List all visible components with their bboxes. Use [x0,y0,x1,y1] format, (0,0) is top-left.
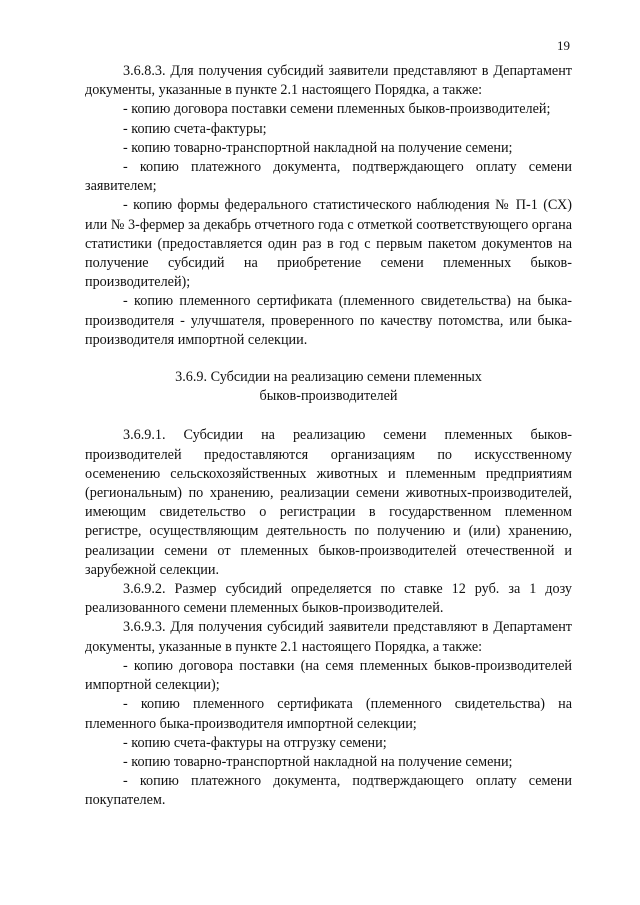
list-item: - копию формы федерального статистического наблюдения № П-1 (СХ) или № 3-фермер за декабрь отчетного года с отметкой соответствующего органа статистики (предоставляется один раз в год с первым пакетом документов на получение субсидий на приобретение семени племенных быков-производителей); [85,197,572,291]
list-item: - копию товарно-транспортной накладной на получение семени; [123,753,513,770]
paragraph: 3.6.9.2. Размер субсидий определяется по ставке 12 руб. за 1 дозу реализованного семени племенных быков-производителей. [85,581,572,617]
paragraph: 3.6.9.1. Субсидии на реализацию семени племенных быков-производителей предоставляются организациям по искусственному осеменению сельскохозяйственных животных и племенным предприятиям (региональным) по хранению, реализации семени животных-производителей, имеющим свидетельство о регистрации в государственном племенном регистре, осуществляющим деятельность по получению и (или) хранению, реализации семени от племенных быков-производителей отечественной и зарубежной селекции. [85,427,572,578]
list-item: - копию договора поставки семени племенных быков-производителей; [123,101,551,118]
page-number: 19 [557,38,570,53]
paragraph: 3.6.9.3. Для получения субсидий заявители представляют в Департамент документы, указанные в пункте 2.1 настоящего Порядка, а также: [85,619,572,655]
section-heading-line-2: быков-производителей [259,388,398,405]
document-body [85,62,572,811]
list-item: - копию племенного сертификата (племенного свидетельства) на быка-производителя - улучшателя, проверенного по качеству потомства, или быка-производителя импортной селекции. [85,293,572,348]
paragraph: 3.6.8.3. Для получения субсидий заявители представляют в Департамент документы, указанные в пункте 2.1 настоящего Порядка, а также: [85,63,572,99]
list-item: - копию товарно-транспортной накладной на получение семени; [123,139,513,156]
list-item: - копию платежного документа, подтверждающего оплату семени покупателем. [85,773,572,809]
list-item: - копию счета-фактуры на отгрузку семени; [123,734,387,751]
section-heading-line-1: 3.6.9. Субсидии на реализацию семени племенных [175,369,482,386]
list-item: - копию племенного сертификата (племенного свидетельства) на племенного быка-производителя импортной селекции; [85,696,572,732]
list-item: - копию платежного документа, подтверждающего оплату семени заявителем; [85,159,572,195]
list-item: - копию счета-фактуры; [123,120,267,137]
section-heading [85,368,572,406]
list-item: - копию договора поставки (на семя племенных быков-производителей импортной селекции); [85,657,572,694]
